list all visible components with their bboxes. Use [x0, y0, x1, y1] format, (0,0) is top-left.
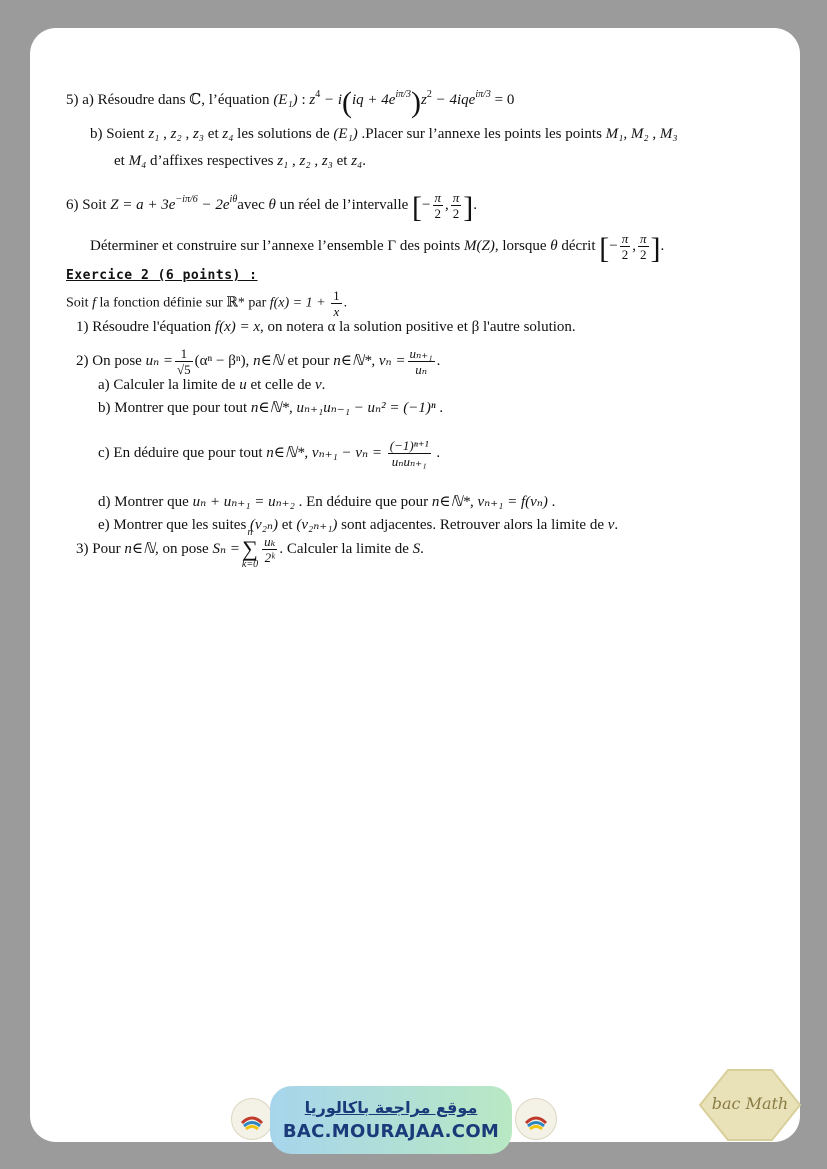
exercise-2-title: Exercice 2 (6 points) : [66, 268, 258, 283]
bac-math-badge [698, 1068, 802, 1142]
q5b2-prefix: et [114, 153, 129, 169]
site-banner-url[interactable]: BAC.MOURAJAA.COM [282, 1121, 500, 1142]
document-content [30, 28, 800, 1142]
q5b2-end: . [362, 153, 367, 169]
q6-line2-prefix: Déterminer et construire sur l’annexe l’ensemble [90, 237, 388, 254]
site-banner[interactable] [270, 1086, 512, 1154]
q5b2-mid: d’affixes respectives [146, 153, 278, 169]
q6-frac1: $\frac{\pi}{2}$ [434, 190, 442, 221]
ex2-q2d-expr2: vₙ₊₁ = f(vₙ) [477, 494, 548, 510]
q5b-z2: z₂ [170, 126, 182, 142]
q5a-eq0: = 0 [490, 92, 515, 108]
q6-int-minus: − [422, 196, 431, 213]
q5a-minus-i: − i [320, 92, 342, 108]
site-logo-left-icon [231, 1098, 273, 1140]
q5b2-and: et [332, 153, 352, 169]
q6-line2-end: décrit [557, 237, 600, 254]
ex2-q2d-expr: uₙ + uₙ₊₁ = uₙ₊₂ [192, 494, 295, 510]
q6-line2-mid: des points [396, 237, 464, 254]
ex2-q1-eq: f(x) = x [214, 319, 261, 335]
q5b-z3: z₃ [192, 126, 205, 142]
q6-z-expr: Z = a + 3e [110, 196, 176, 213]
q5b-line1: b) Soient z₁ , z₂ , z₃ et z₄ les solutions de (E₁) .Placer sur l’annexe les points les points M₁, M₂ , M₃ [90, 126, 678, 142]
q5a-line: 5) a) Résoudre dans ℂ, l’équation (E₁) : $z^4 - i(iq + 4e^{i\pi/3})z^2 - 4iqe^{i\pi/3} = 0$ [66, 86, 515, 119]
ex2-q2a: a) Calculer la limite de u et celle de v. [98, 377, 326, 393]
ex2-q2d: d) Montrer que uₙ + uₙ₊₁ = uₙ₊₂ . En déduire que pour n∈ℕ*, vₙ₊₁ = f(vₙ) . [98, 494, 556, 510]
q5b2-m4: M₄ [128, 153, 147, 169]
bac-math-badge-text: bac Math [711, 1094, 789, 1113]
q6-line2-frac1: $\frac{\pi}{2}$ [621, 231, 629, 262]
site-logo-right-icon [515, 1098, 557, 1140]
ex2-q2-paren: (αⁿ − βⁿ), [194, 352, 250, 369]
q5a-exp2: 2 [426, 89, 432, 100]
q5a-exp4: 4 [315, 89, 321, 100]
ex2-f: f [92, 295, 96, 311]
ex2-q2c-frac: $\frac{\text{(−1)ⁿ⁺¹}}{\text{uₙuₙ₊₁}}$ [389, 438, 429, 469]
q5a-exp-ipi3: iπ/3 [395, 89, 412, 100]
q5b-and: et [204, 126, 223, 142]
q6-prefix: 6) Soit [66, 196, 111, 213]
ex2-q2b: b) Montrer que pour tout n∈ℕ*, uₙ₊₁uₙ₋₁ − uₙ² = (−1)ⁿ . [98, 400, 444, 416]
ex2-q3-sum: n ∑ k=0 [241, 527, 259, 570]
q6-exp1: −iπ/6 [175, 193, 198, 205]
q5b-line2 [114, 152, 366, 170]
q6-minus: − 2e [197, 196, 230, 213]
q5a-rest: − 4iqe [431, 92, 476, 108]
q5b2-affixes: z₁ , z₂ , z₃ [277, 153, 333, 169]
document-page [30, 28, 800, 1142]
q5b-z4: z₄ [222, 126, 234, 142]
q6-frac2: $\frac{\pi}{2}$ [452, 190, 460, 221]
q6-line2-mid2: , lorsque [494, 237, 551, 254]
q5b-prefix: b) Soient [90, 126, 149, 142]
ex2-q2e-seq1: (v₂ₙ) [250, 517, 278, 533]
q6-theta: θ [268, 196, 276, 213]
q6-exp2: iθ [229, 193, 238, 205]
q5a-z2: z [421, 92, 427, 108]
ex2-fx: f(x) = 1 + [269, 295, 330, 311]
ex2-q2-vfrac: $\frac{\text{uₙ₊₁}}{\text{uₙ}}$ [409, 346, 433, 377]
ex2-q2c: c) En déduire que pour tout n∈ℕ*, vₙ₊₁ − vₙ = $\frac{\text{(−1)ⁿ⁺¹}}{\text{uₙuₙ₊₁}}$ . [98, 438, 441, 469]
ex2-q2-un: uₙ = [145, 352, 174, 369]
q5b2-z4: z₄ [351, 153, 363, 169]
ex2-q2e-seq2: (v₂ₙ₊₁) [296, 517, 338, 533]
site-banner-arabic[interactable]: موقع مراجعة باكالوريا [304, 1098, 478, 1117]
q6-mid2: un réel de l’intervalle [275, 196, 413, 213]
q5b-end: .Placer sur l’annexe les points les points [357, 126, 606, 142]
ex2-domain: ℝ* [226, 295, 245, 311]
q5b-points: M₁, M₂ , M₃ [605, 126, 678, 142]
ex2-q2-vn: vₙ = [378, 352, 406, 369]
ex2-q2b-expr: uₙ₊₁uₙ₋₁ − uₙ² = (−1)ⁿ [296, 400, 436, 416]
q5a-inner: iq + 4e [352, 92, 396, 108]
q5a-prefix: 5) a) Résoudre dans ℂ, l’équation [66, 92, 274, 108]
ex2-q3: 3) Pour n∈ℕ, on pose Sₙ = n ∑ k=0 $\frac{\text{uₖ}}{\text{2ᵏ}}$ . Calculer la limite de S. [76, 527, 424, 570]
q5a-colon: : [297, 92, 310, 108]
ex2-q2-frac: $\frac{1}{√5}$ [177, 346, 191, 377]
ex2-intro-frac: $\frac{1}{x}$ [333, 288, 340, 319]
q6-mz: M(Z) [463, 237, 495, 254]
q5a-exp-ipi3b: iπ/3 [475, 89, 491, 100]
ex2-q3-frac: $\frac{\text{uₖ}}{\text{2ᵏ}}$ [264, 533, 276, 565]
q6-line2: Déterminer et construire sur l’annexe l’ensemble Γ des points M(Z), lorsque θ décrit [− $\frac{\pi}{2}$ , $\frac{\pi}{2}$ ]. [90, 231, 665, 265]
q5b-mid: les solutions de [233, 126, 334, 142]
q6-line1: 6) Soit $Z = a + 3e^{-i\pi/6}$ − $2e^{i\theta}avec$ θ un réel de l’intervalle [− $\frac{\pi}{2}$ , $\frac{\pi}{2}$ ]. [66, 190, 478, 224]
ex2-q2: 2) On pose uₙ = $\frac{1}{√5}$ (αⁿ − βⁿ), n∈ℕ et pour n∈ℕ*, vₙ = $\frac{\text{uₙ₊₁}}{\text{uₙ}}$ . [76, 346, 441, 377]
q5b-z1: z₁ [148, 126, 160, 142]
ex2-intro: Soit f la fonction définie sur ℝ* par f(x) = 1 + $\frac{1}{x}$ . [66, 288, 348, 319]
q5a-eq-name: (E₁) [273, 92, 298, 108]
q6-line2-theta: θ [550, 237, 558, 254]
q5a-z: z [309, 92, 316, 108]
q6-gamma: Γ [387, 237, 397, 254]
q5b-eq: (E₁) [333, 126, 358, 142]
ex2-q1: 1) Résoudre l'équation f(x) = x, on notera α la solution positive et β l'autre solution. [76, 319, 576, 335]
q6-line2-frac2: $\frac{\pi}{2}$ [640, 231, 647, 262]
ex2-q2c-expr: vₙ₊₁ − vₙ = [311, 444, 386, 461]
ex2-q3-sn: Sₙ = [212, 541, 240, 557]
ex2-q2e: e) Montrer que les suites (v₂ₙ) et (v₂ₙ₊₁) sont adjacentes. Retrouver alors la limite de v. [98, 517, 619, 533]
q6-mid: avec [237, 196, 269, 213]
